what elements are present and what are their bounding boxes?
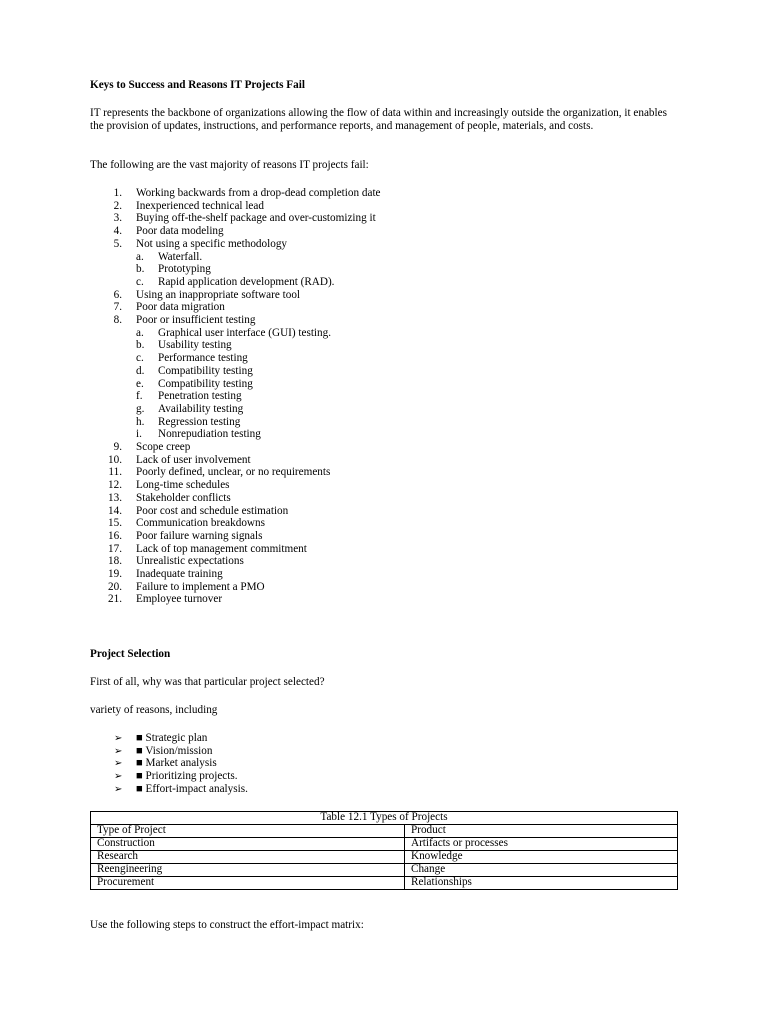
list-item-number: 5.: [113, 237, 122, 250]
list-item: Stakeholder conflicts: [136, 491, 231, 504]
list-item: Nonrepudiation testing: [158, 428, 261, 441]
project-types-table: [90, 811, 678, 890]
table-cell: Relationships: [405, 877, 678, 890]
list-item: Failure to implement a PMO: [136, 580, 265, 593]
closing-text: Use the following steps to construct the effort-impact matrix:: [90, 919, 364, 931]
list-item-number: d.: [136, 364, 145, 377]
list-item: Long-time schedules: [136, 479, 230, 492]
list-item: Using an inappropriate software tool: [136, 288, 301, 301]
list-item: Performance testing: [158, 352, 248, 365]
list-item: Compatibility testing: [158, 364, 253, 377]
list-item: Employee turnover: [136, 593, 223, 606]
list-item: Poorly defined, unclear, or no requirements: [136, 466, 331, 479]
list-item: Rapid application development (RAD).: [158, 275, 335, 288]
list-item: Poor or insufficient testing: [136, 314, 256, 326]
table-row: [91, 838, 678, 851]
table-cell: Procurement: [91, 877, 405, 890]
table-row: [91, 864, 678, 877]
list-item: ■ Effort-impact analysis.: [136, 782, 248, 795]
table-cell: Artifacts or processes: [405, 838, 678, 851]
list-item: Inexperienced technical lead: [136, 199, 264, 212]
selection-question: First of all, why was that particular project selected?: [90, 676, 325, 688]
list-item: Lack of top management commitment: [136, 542, 307, 555]
list-item-number: a.: [136, 250, 144, 263]
list-item-number: 21.: [108, 593, 122, 606]
list-item: Availability testing: [158, 402, 244, 415]
table-cell: Reengineering: [91, 864, 405, 877]
list-item: Poor cost and schedule estimation: [136, 504, 289, 517]
heading-project-selection: Project Selection: [90, 648, 171, 660]
variety-text: variety of reasons, including: [90, 704, 218, 716]
list-item: ■ Market analysis: [136, 757, 217, 770]
list-item-number: i.: [136, 428, 142, 441]
list-item-number: 16.: [108, 529, 122, 542]
list-item: ■ Prioritizing projects.: [136, 770, 238, 783]
list-item: Working backwards from a drop-dead completion date: [136, 187, 381, 199]
list-item-number: h.: [136, 415, 145, 428]
table-cell: Product: [405, 825, 678, 838]
list-item-number: g.: [136, 402, 145, 415]
list-item-number: b.: [136, 263, 145, 276]
list-item-number: e.: [136, 377, 144, 390]
arrow-bullet-icon: ➢: [114, 771, 123, 783]
list-item-number: 11.: [108, 466, 122, 479]
table-cell: Research: [91, 851, 405, 864]
list-item-number: 15.: [108, 517, 122, 530]
table-cell: Change: [405, 864, 678, 877]
list-item: Penetration testing: [158, 390, 242, 403]
list-item: Unrealistic expectations: [136, 555, 244, 568]
list-item: Compatibility testing: [158, 377, 253, 390]
list-item: ■ Strategic plan: [136, 732, 208, 744]
list-item-number: c.: [136, 352, 144, 365]
list-item-number: 4.: [113, 225, 122, 238]
list-item: Not using a specific methodology: [136, 237, 288, 250]
list-item: ■ Vision/mission: [136, 744, 213, 757]
table-cell: Knowledge: [405, 851, 678, 864]
arrow-bullet-icon: ➢: [114, 733, 123, 744]
list-item-number: f.: [136, 390, 143, 403]
table-cell: Construction: [91, 838, 405, 851]
list-item: Buying off-the-shelf package and over-customizing it: [136, 212, 376, 225]
list-item-number: 7.: [113, 301, 122, 314]
list-item: Communication breakdowns: [136, 517, 265, 530]
list-item: Prototyping: [158, 263, 211, 276]
list-item: Poor data migration: [136, 301, 225, 314]
table-row: [91, 851, 678, 864]
list-item-number: a.: [136, 326, 144, 339]
list-item-number: 19.: [108, 568, 122, 580]
intro-paragraph: IT represents the backbone of organizations allowing the flow of data within and increasingly outside the organization, it enables the provision of updates, instructions, and performance reports, and management of people, materials, and costs.: [90, 107, 667, 132]
list-item-number: c.: [136, 275, 144, 288]
list-item-number: 18.: [108, 555, 122, 568]
list-item: Graphical user interface (GUI) testing.: [158, 326, 332, 339]
list-item-number: 13.: [108, 491, 122, 504]
list-item: Regression testing: [158, 415, 241, 428]
table-caption: Table 12.1 Types of Projects: [91, 812, 678, 825]
list-item: Poor data modeling: [136, 225, 224, 238]
list-item-number: 2.: [113, 199, 122, 212]
list-item-number: 1.: [113, 187, 122, 199]
list-item-number: 20.: [108, 580, 122, 593]
list-item: Inadequate training: [136, 568, 223, 580]
list-item-number: 9.: [113, 441, 122, 453]
list-item-number: 17.: [108, 542, 122, 555]
arrow-bullet-icon: ➢: [114, 758, 123, 770]
list-item: Usability testing: [158, 339, 232, 352]
reasons-intro: The following are the vast majority of reasons IT projects fail:: [90, 159, 369, 171]
list-item: Poor failure warning signals: [136, 529, 263, 542]
list-item-number: 12.: [108, 479, 122, 492]
arrow-bullet-icon: ➢: [114, 745, 123, 757]
list-item-number: 14.: [108, 504, 122, 517]
table-row: [91, 877, 678, 890]
list-item: Lack of user involvement: [136, 453, 251, 466]
list-item-number: 3.: [113, 212, 122, 225]
list-item-number: 10.: [108, 453, 122, 466]
list-item: Scope creep: [136, 441, 191, 453]
heading-keys-to-success: Keys to Success and Reasons IT Projects Fail: [90, 79, 305, 91]
table-cell: Type of Project: [91, 825, 405, 838]
table-row: [91, 825, 678, 838]
list-item-number: 8.: [113, 314, 122, 326]
arrow-bullet-icon: ➢: [114, 783, 123, 795]
list-item: Waterfall.: [158, 250, 203, 263]
list-item-number: b.: [136, 339, 145, 352]
list-item-number: 6.: [113, 288, 122, 301]
